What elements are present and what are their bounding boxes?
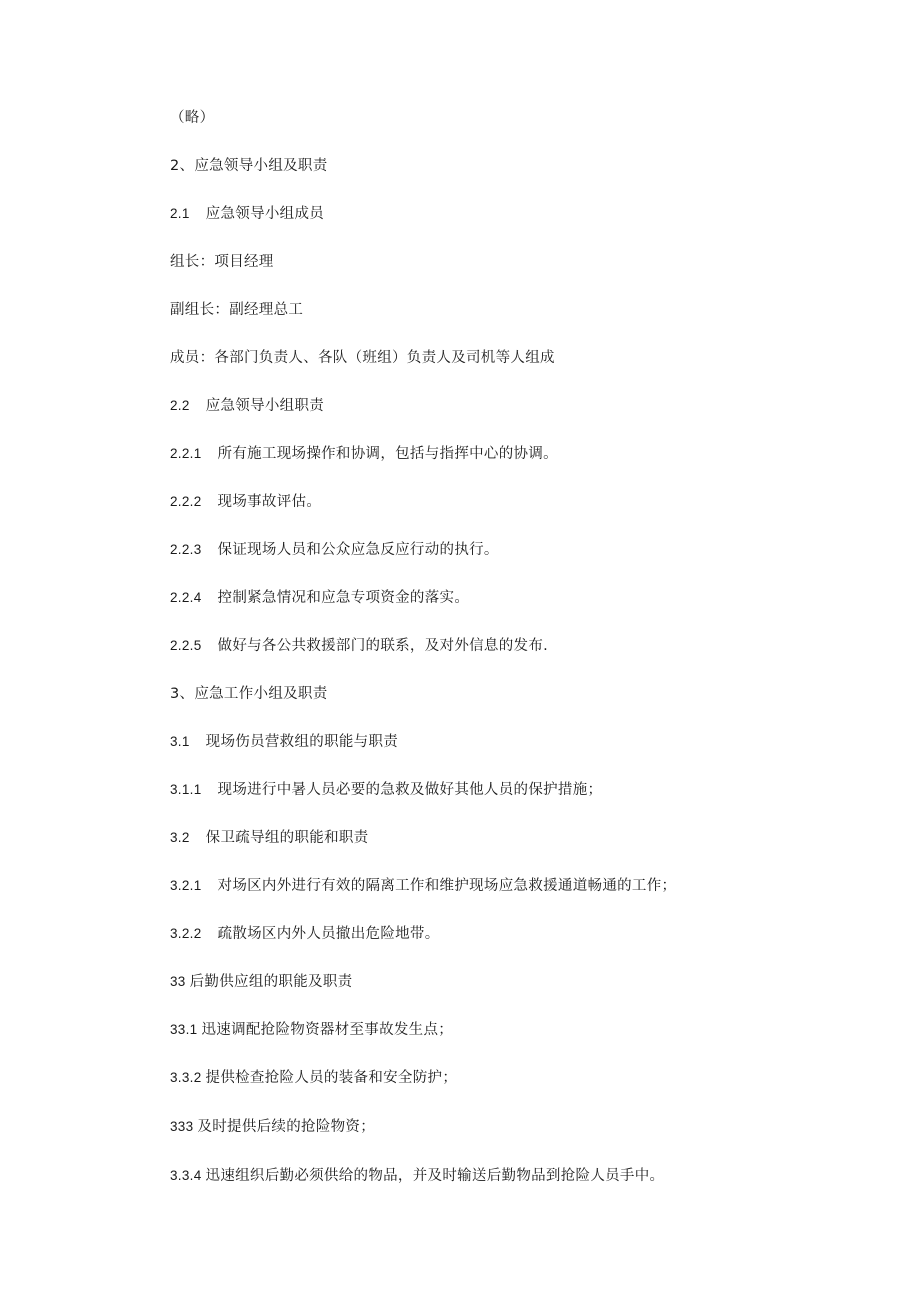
line-number: 2.2.1: [170, 446, 202, 461]
line-text: 现场伤员营救组的职能与职责: [205, 734, 399, 750]
line-text: （略）: [170, 110, 215, 126]
line-text: 保证现场人员和公众应急反应行动的执行。: [217, 542, 499, 558]
item-2-2-2: [170, 492, 321, 512]
item-3-2-2: [170, 924, 440, 944]
line-omitted: [170, 108, 214, 128]
line-text: 所有施工现场操作和协调，包括与指挥中心的协调。: [217, 446, 558, 462]
subsection-3-3: [170, 972, 352, 992]
line-number: 2.2: [170, 398, 190, 413]
subsection-2-1: [170, 204, 324, 224]
line-text: 现场进行中暑人员必要的急救及做好其他人员的保护措施；: [217, 782, 603, 798]
line-text: 副组长：副经理总工: [170, 302, 304, 318]
line-number: 2.1: [170, 206, 190, 221]
line-text: 及时提供后续的抢险物资；: [197, 1119, 376, 1135]
line-number: 3.3.4: [170, 1168, 202, 1183]
line-members: [170, 348, 555, 368]
line-number: 33: [170, 974, 186, 989]
line-text: 做好与各公共救援部门的联系，及对外信息的发布.: [217, 638, 549, 654]
item-3-2-1: [170, 876, 676, 896]
line-number: 2.2.3: [170, 542, 202, 557]
line-number: 3.1: [170, 734, 190, 749]
line-number: 2.2.4: [170, 590, 202, 605]
line-number: 3.1.1: [170, 782, 202, 797]
line-text: 迅速调配抢险物资器材至事故发生点；: [201, 1022, 454, 1038]
item-2-2-1: [170, 444, 558, 464]
line-text: 组长：项目经理: [170, 254, 274, 270]
subsection-2-2: [170, 396, 324, 416]
item-3-3-3: [170, 1117, 375, 1137]
line-text: 现场事故评估。: [217, 494, 322, 510]
line-leader: [170, 252, 274, 272]
line-text: 保卫疏导组的职能和职责: [205, 830, 369, 846]
line-text: 控制紧急情况和应急专项资金的落实。: [217, 590, 470, 606]
line-text: 应急领导小组成员: [205, 206, 325, 222]
item-3-3-4: [170, 1166, 664, 1186]
line-text: 后勤供应组的职能及职责: [189, 974, 353, 990]
item-2-2-3: [170, 540, 499, 560]
line-text: 提供检查抢险人员的装备和安全防护；: [205, 1070, 458, 1086]
item-3-3-2: [170, 1068, 457, 1088]
line-text: 疏散场区内外人员撤出危险地带。: [217, 926, 440, 942]
item-2-2-5: [170, 636, 548, 656]
line-number: 3.3.2: [170, 1070, 202, 1085]
item-3-1-1: [170, 780, 602, 800]
line-text: 迅速组织后勤必须供给的物品，并及时输送后勤物品到抢险人员手中。: [205, 1168, 665, 1184]
line-text: 对场区内外进行有效的隔离工作和维护现场应急救援通道畅通的工作；: [217, 878, 677, 894]
line-deputy-leader: [170, 300, 303, 320]
line-number: 2.2.5: [170, 638, 202, 653]
line-text: 成员：各部门负责人、各队（班组）负责人及司机等人组成: [170, 350, 555, 366]
item-3-3-1: [170, 1020, 453, 1040]
line-number: 3.2.1: [170, 878, 202, 893]
line-number: 333: [170, 1119, 194, 1134]
item-2-2-4: [170, 588, 469, 608]
line-number: 2.2.2: [170, 494, 202, 509]
line-text: 应急领导小组职责: [205, 398, 325, 414]
subsection-3-2: [170, 828, 368, 848]
line-number: 3.2.2: [170, 926, 202, 941]
section-heading-2: [170, 156, 328, 176]
line-number: 3.2: [170, 830, 190, 845]
section-heading-3: [170, 684, 328, 704]
subsection-3-1: [170, 732, 398, 752]
line-number: 33.1: [170, 1022, 198, 1037]
line-text: 3、应急工作小组及职责: [170, 686, 328, 702]
line-text: 2、应急领导小组及职责: [170, 158, 328, 174]
